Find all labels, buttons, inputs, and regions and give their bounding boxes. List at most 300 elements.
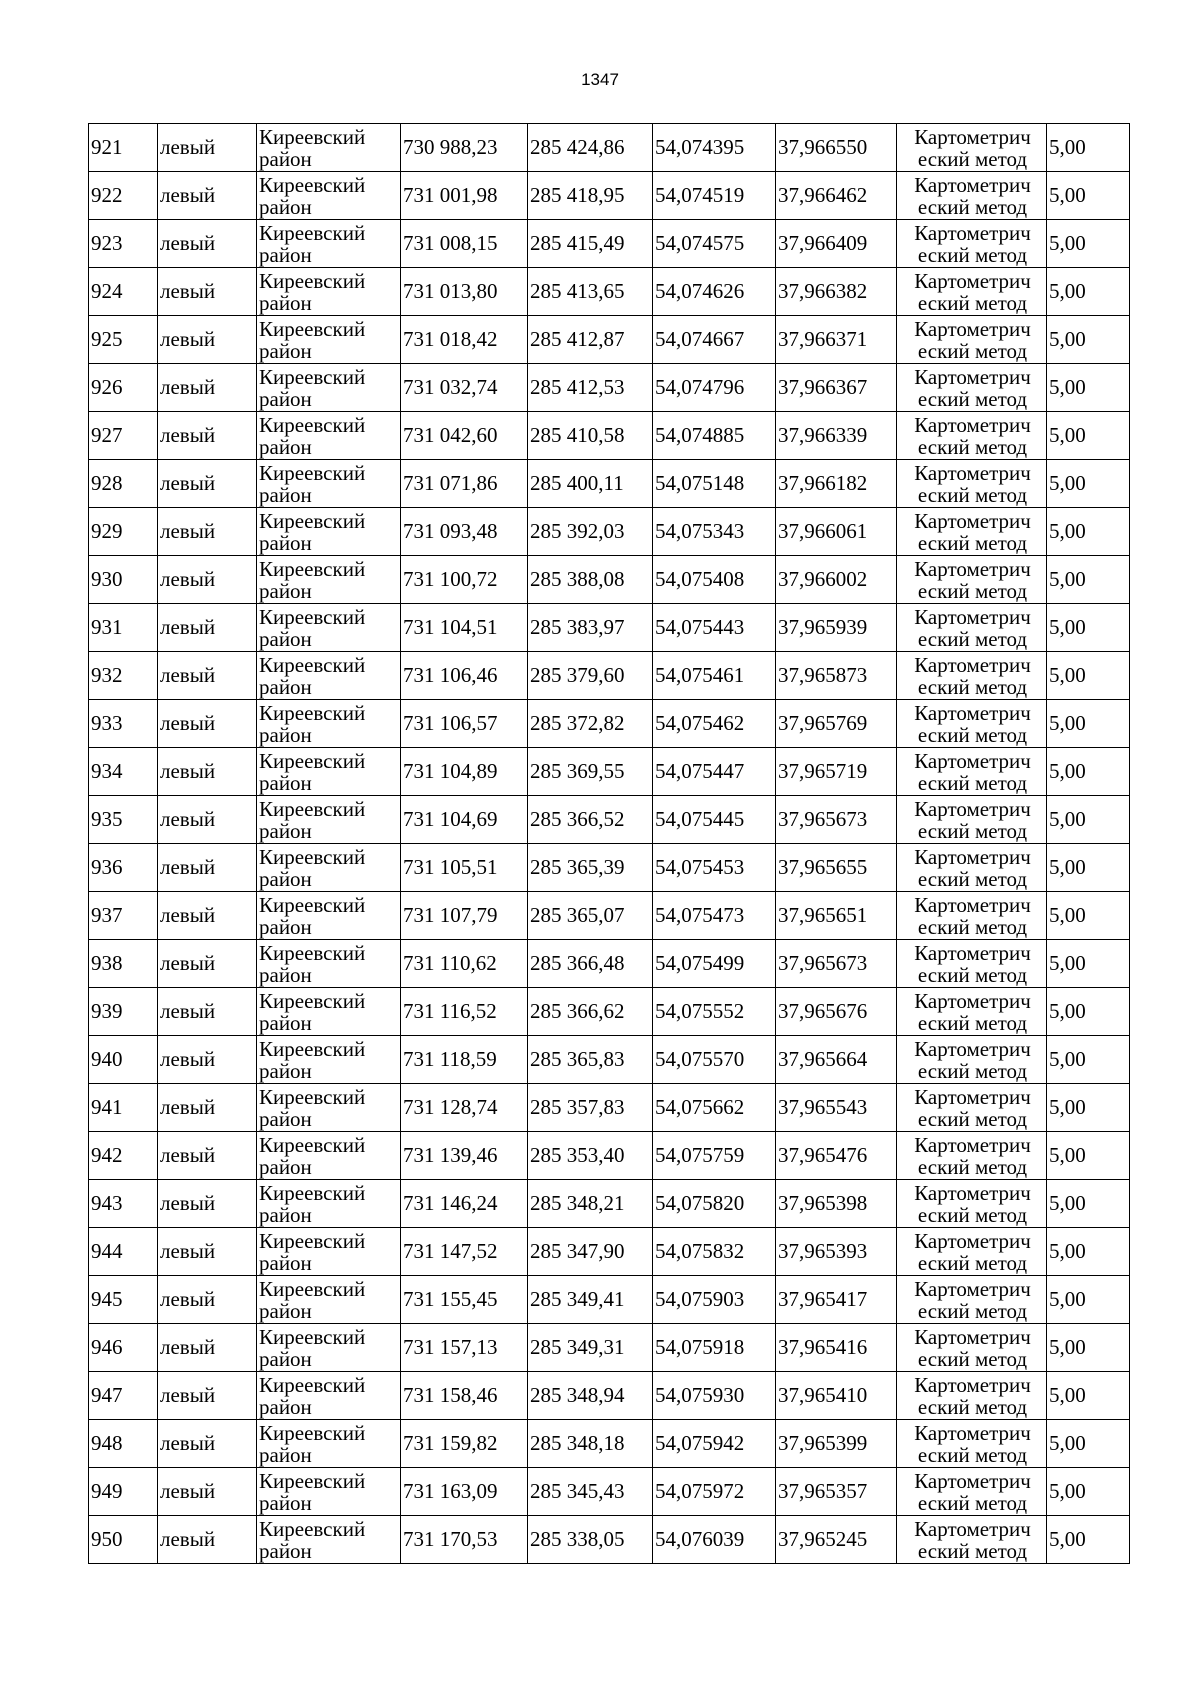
method-line-2: еский метод [917,1202,1028,1227]
bank-side-cell: левый [158,1180,257,1228]
district-line-2: район [259,962,312,987]
method-line-1: Картометрич [914,700,1031,725]
accuracy-cell: 5,00 [1047,1084,1130,1132]
accuracy-cell: 5,00 [1047,1228,1130,1276]
method-cell [897,988,1047,1036]
bank-side-cell: левый [158,700,257,748]
latitude-cell: 54,075820 [653,1180,776,1228]
method-line-1: Картометрич [914,892,1031,917]
district-line-1: Киреевский [259,1228,366,1253]
latitude-cell: 54,075759 [653,1132,776,1180]
district-line-1: Киреевский [259,1468,366,1493]
y-coordinate-cell: 285 366,52 [528,796,653,844]
method-line-1: Картометрич [914,1516,1031,1541]
accuracy-cell: 5,00 [1047,124,1130,172]
longitude-cell: 37,966371 [776,316,897,364]
accuracy-cell: 5,00 [1047,652,1130,700]
y-coordinate-cell: 285 379,60 [528,652,653,700]
district-line-2: район [259,626,312,651]
table-row [89,460,1130,508]
district-cell [257,556,401,604]
latitude-cell: 54,074796 [653,364,776,412]
district-cell [257,604,401,652]
district-cell [257,316,401,364]
accuracy-cell: 5,00 [1047,460,1130,508]
district-line-2: район [259,386,312,411]
district-line-2: район [259,1202,312,1227]
y-coordinate-cell: 285 366,62 [528,988,653,1036]
method-line-2: еский метод [917,338,1028,363]
x-coordinate-cell: 730 988,23 [401,124,528,172]
method-line-1: Картометрич [914,1180,1031,1205]
district-line-1: Киреевский [259,1180,366,1205]
bank-side-cell: левый [158,652,257,700]
longitude-cell: 37,965873 [776,652,897,700]
y-coordinate-cell: 285 424,86 [528,124,653,172]
y-coordinate-cell: 285 388,08 [528,556,653,604]
table-row [89,1132,1130,1180]
accuracy-cell: 5,00 [1047,940,1130,988]
bank-side-cell: левый [158,1132,257,1180]
table-row [89,604,1130,652]
y-coordinate-cell: 285 365,07 [528,892,653,940]
method-cell [897,892,1047,940]
longitude-cell: 37,965393 [776,1228,897,1276]
x-coordinate-cell: 731 155,45 [401,1276,528,1324]
latitude-cell: 54,075499 [653,940,776,988]
latitude-cell: 54,075662 [653,1084,776,1132]
y-coordinate-cell: 285 348,94 [528,1372,653,1420]
latitude-cell: 54,074395 [653,124,776,172]
method-cell [897,172,1047,220]
latitude-cell: 54,075972 [653,1468,776,1516]
y-coordinate-cell: 285 415,49 [528,220,653,268]
x-coordinate-cell: 731 159,82 [401,1420,528,1468]
longitude-cell: 37,965357 [776,1468,897,1516]
district-line-2: район [259,674,312,699]
x-coordinate-cell: 731 071,86 [401,460,528,508]
district-line-2: район [259,770,312,795]
accuracy-cell: 5,00 [1047,556,1130,604]
district-line-1: Киреевский [259,172,366,197]
accuracy-cell: 5,00 [1047,892,1130,940]
district-cell [257,1036,401,1084]
latitude-cell: 54,074667 [653,316,776,364]
district-line-2: район [259,1298,312,1323]
point-number-cell: 948 [89,1420,158,1468]
district-cell [257,508,401,556]
accuracy-cell: 5,00 [1047,988,1130,1036]
point-number-cell: 943 [89,1180,158,1228]
point-number-cell: 941 [89,1084,158,1132]
district-cell [257,700,401,748]
longitude-cell: 37,965417 [776,1276,897,1324]
latitude-cell: 54,075903 [653,1276,776,1324]
table-row [89,1228,1130,1276]
district-cell [257,220,401,268]
district-line-2: район [259,914,312,939]
point-number-cell: 946 [89,1324,158,1372]
y-coordinate-cell: 285 348,18 [528,1420,653,1468]
bank-side-cell: левый [158,508,257,556]
accuracy-cell: 5,00 [1047,412,1130,460]
y-coordinate-cell: 285 353,40 [528,1132,653,1180]
method-cell [897,316,1047,364]
method-line-2: еский метод [917,386,1028,411]
point-number-cell: 923 [89,220,158,268]
bank-side-cell: левый [158,844,257,892]
point-number-cell: 937 [89,892,158,940]
district-cell [257,748,401,796]
y-coordinate-cell: 285 372,82 [528,700,653,748]
method-line-2: еский метод [917,1538,1028,1563]
y-coordinate-cell: 285 392,03 [528,508,653,556]
longitude-cell: 37,965410 [776,1372,897,1420]
method-cell [897,1132,1047,1180]
method-line-1: Картометрич [914,1036,1031,1061]
method-cell [897,1324,1047,1372]
method-cell [897,796,1047,844]
x-coordinate-cell: 731 116,52 [401,988,528,1036]
x-coordinate-cell: 731 158,46 [401,1372,528,1420]
table-row [89,172,1130,220]
coordinates-table [88,123,1130,1564]
district-cell [257,364,401,412]
district-line-2: район [259,146,312,171]
method-cell [897,412,1047,460]
accuracy-cell: 5,00 [1047,220,1130,268]
latitude-cell: 54,074885 [653,412,776,460]
district-line-1: Киреевский [259,1324,366,1349]
method-line-2: еский метод [917,1154,1028,1179]
method-cell [897,700,1047,748]
district-line-1: Киреевский [259,1276,366,1301]
district-line-2: район [259,1250,312,1275]
method-line-2: еский метод [917,146,1028,171]
method-line-1: Картометрич [914,316,1031,341]
latitude-cell: 54,075570 [653,1036,776,1084]
district-line-1: Киреевский [259,748,366,773]
district-cell [257,940,401,988]
bank-side-cell: левый [158,412,257,460]
district-line-2: район [259,338,312,363]
point-number-cell: 942 [89,1132,158,1180]
y-coordinate-cell: 285 383,97 [528,604,653,652]
district-cell [257,1372,401,1420]
method-line-2: еский метод [917,1394,1028,1419]
district-line-1: Киреевский [259,940,366,965]
method-cell [897,460,1047,508]
y-coordinate-cell: 285 345,43 [528,1468,653,1516]
longitude-cell: 37,965651 [776,892,897,940]
table-body [89,124,1130,1564]
point-number-cell: 930 [89,556,158,604]
district-line-2: район [259,1106,312,1131]
method-line-1: Картометрич [914,844,1031,869]
method-cell [897,1468,1047,1516]
x-coordinate-cell: 731 157,13 [401,1324,528,1372]
point-number-cell: 945 [89,1276,158,1324]
longitude-cell: 37,965939 [776,604,897,652]
point-number-cell: 922 [89,172,158,220]
table-row [89,316,1130,364]
y-coordinate-cell: 285 357,83 [528,1084,653,1132]
bank-side-cell: левый [158,1276,257,1324]
accuracy-cell: 5,00 [1047,1276,1130,1324]
method-line-2: еский метод [917,674,1028,699]
longitude-cell: 37,965398 [776,1180,897,1228]
method-cell [897,556,1047,604]
district-line-2: район [259,1394,312,1419]
point-number-cell: 938 [89,940,158,988]
longitude-cell: 37,965399 [776,1420,897,1468]
point-number-cell: 925 [89,316,158,364]
district-line-2: район [259,866,312,891]
accuracy-cell: 5,00 [1047,316,1130,364]
district-cell [257,652,401,700]
table-row [89,268,1130,316]
y-coordinate-cell: 285 347,90 [528,1228,653,1276]
district-line-2: район [259,530,312,555]
method-cell [897,748,1047,796]
point-number-cell: 921 [89,124,158,172]
x-coordinate-cell: 731 147,52 [401,1228,528,1276]
latitude-cell: 54,074575 [653,220,776,268]
method-line-2: еский метод [917,194,1028,219]
method-cell [897,1276,1047,1324]
longitude-cell: 37,965543 [776,1084,897,1132]
method-cell [897,844,1047,892]
table-row [89,1468,1130,1516]
method-line-2: еский метод [917,290,1028,315]
table-row [89,1372,1130,1420]
district-line-1: Киреевский [259,1036,366,1061]
table-row [89,1276,1130,1324]
district-cell [257,796,401,844]
bank-side-cell: левый [158,1324,257,1372]
accuracy-cell: 5,00 [1047,1180,1130,1228]
y-coordinate-cell: 285 338,05 [528,1516,653,1564]
bank-side-cell: левый [158,172,257,220]
method-cell [897,124,1047,172]
table-row [89,1036,1130,1084]
point-number-cell: 924 [89,268,158,316]
district-line-1: Киреевский [259,124,366,149]
method-line-2: еский метод [917,1106,1028,1131]
method-line-2: еский метод [917,482,1028,507]
accuracy-cell: 5,00 [1047,1036,1130,1084]
point-number-cell: 939 [89,988,158,1036]
longitude-cell: 37,965655 [776,844,897,892]
method-cell [897,1036,1047,1084]
method-line-2: еский метод [917,434,1028,459]
x-coordinate-cell: 731 110,62 [401,940,528,988]
table-row [89,364,1130,412]
table-row [89,988,1130,1036]
longitude-cell: 37,966550 [776,124,897,172]
method-line-2: еский метод [917,1010,1028,1035]
y-coordinate-cell: 285 400,11 [528,460,653,508]
point-number-cell: 927 [89,412,158,460]
table-row [89,556,1130,604]
accuracy-cell: 5,00 [1047,1132,1130,1180]
latitude-cell: 54,075918 [653,1324,776,1372]
point-number-cell: 947 [89,1372,158,1420]
district-cell [257,892,401,940]
latitude-cell: 54,075930 [653,1372,776,1420]
latitude-cell: 54,075552 [653,988,776,1036]
method-line-2: еский метод [917,1442,1028,1467]
district-line-2: район [259,1442,312,1467]
point-number-cell: 933 [89,700,158,748]
y-coordinate-cell: 285 418,95 [528,172,653,220]
x-coordinate-cell: 731 170,53 [401,1516,528,1564]
accuracy-cell: 5,00 [1047,1468,1130,1516]
method-line-2: еский метод [917,1346,1028,1371]
point-number-cell: 935 [89,796,158,844]
method-line-1: Картометрич [914,1132,1031,1157]
accuracy-cell: 5,00 [1047,700,1130,748]
point-number-cell: 950 [89,1516,158,1564]
district-line-1: Киреевский [259,556,366,581]
x-coordinate-cell: 731 104,89 [401,748,528,796]
longitude-cell: 37,965719 [776,748,897,796]
latitude-cell: 54,074519 [653,172,776,220]
method-cell [897,220,1047,268]
y-coordinate-cell: 285 365,83 [528,1036,653,1084]
method-line-1: Картометрич [914,508,1031,533]
district-cell [257,1420,401,1468]
table-row [89,940,1130,988]
district-line-2: район [259,1154,312,1179]
method-line-1: Картометрич [914,1420,1031,1445]
longitude-cell: 37,966002 [776,556,897,604]
accuracy-cell: 5,00 [1047,748,1130,796]
accuracy-cell: 5,00 [1047,172,1130,220]
district-cell [257,1516,401,1564]
method-line-1: Картометрич [914,748,1031,773]
table-row [89,748,1130,796]
method-line-2: еский метод [917,242,1028,267]
longitude-cell: 37,966462 [776,172,897,220]
method-line-1: Картометрич [914,460,1031,485]
bank-side-cell: левый [158,604,257,652]
district-cell [257,1228,401,1276]
method-line-1: Картометрич [914,652,1031,677]
district-line-1: Киреевский [259,268,366,293]
district-line-1: Киреевский [259,796,366,821]
table-row [89,1324,1130,1372]
method-line-1: Картометрич [914,1276,1031,1301]
bank-side-cell: левый [158,796,257,844]
y-coordinate-cell: 285 410,58 [528,412,653,460]
district-line-2: район [259,242,312,267]
longitude-cell: 37,966339 [776,412,897,460]
bank-side-cell: левый [158,988,257,1036]
table-row [89,1516,1130,1564]
district-line-1: Киреевский [259,892,366,917]
bank-side-cell: левый [158,124,257,172]
bank-side-cell: левый [158,1036,257,1084]
district-cell [257,1468,401,1516]
table-row [89,796,1130,844]
longitude-cell: 37,965476 [776,1132,897,1180]
district-line-2: район [259,1010,312,1035]
method-cell [897,604,1047,652]
method-cell [897,1180,1047,1228]
district-line-1: Киреевский [259,1084,366,1109]
accuracy-cell: 5,00 [1047,844,1130,892]
bank-side-cell: левый [158,748,257,796]
latitude-cell: 54,075942 [653,1420,776,1468]
method-cell [897,508,1047,556]
point-number-cell: 929 [89,508,158,556]
bank-side-cell: левый [158,1516,257,1564]
method-line-1: Картометрич [914,412,1031,437]
x-coordinate-cell: 731 128,74 [401,1084,528,1132]
accuracy-cell: 5,00 [1047,1372,1130,1420]
x-coordinate-cell: 731 104,69 [401,796,528,844]
method-line-1: Картометрич [914,1372,1031,1397]
latitude-cell: 54,075408 [653,556,776,604]
page-number: 1347 [581,70,619,89]
x-coordinate-cell: 731 001,98 [401,172,528,220]
y-coordinate-cell: 285 413,65 [528,268,653,316]
district-line-2: район [259,1538,312,1563]
latitude-cell: 54,075461 [653,652,776,700]
longitude-cell: 37,966061 [776,508,897,556]
method-line-1: Картометрич [914,1084,1031,1109]
x-coordinate-cell: 731 146,24 [401,1180,528,1228]
x-coordinate-cell: 731 093,48 [401,508,528,556]
table-row [89,412,1130,460]
point-number-cell: 934 [89,748,158,796]
longitude-cell: 37,965673 [776,940,897,988]
table-row [89,844,1130,892]
point-number-cell: 949 [89,1468,158,1516]
table-row [89,1180,1130,1228]
y-coordinate-cell: 285 349,31 [528,1324,653,1372]
bank-side-cell: левый [158,1228,257,1276]
x-coordinate-cell: 731 106,46 [401,652,528,700]
method-cell [897,1084,1047,1132]
bank-side-cell: левый [158,220,257,268]
district-line-2: район [259,482,312,507]
method-line-1: Картометрич [914,1228,1031,1253]
x-coordinate-cell: 731 107,79 [401,892,528,940]
table-row [89,892,1130,940]
method-cell [897,1228,1047,1276]
district-line-2: район [259,290,312,315]
method-cell [897,940,1047,988]
district-line-2: район [259,1058,312,1083]
district-line-2: район [259,1490,312,1515]
x-coordinate-cell: 731 139,46 [401,1132,528,1180]
bank-side-cell: левый [158,460,257,508]
method-line-1: Картометрич [914,796,1031,821]
district-line-1: Киреевский [259,220,366,245]
district-line-2: район [259,578,312,603]
point-number-cell: 928 [89,460,158,508]
latitude-cell: 54,075445 [653,796,776,844]
bank-side-cell: левый [158,316,257,364]
district-cell [257,1084,401,1132]
x-coordinate-cell: 731 013,80 [401,268,528,316]
method-cell [897,1420,1047,1468]
latitude-cell: 54,075443 [653,604,776,652]
y-coordinate-cell: 285 369,55 [528,748,653,796]
district-line-2: район [259,194,312,219]
